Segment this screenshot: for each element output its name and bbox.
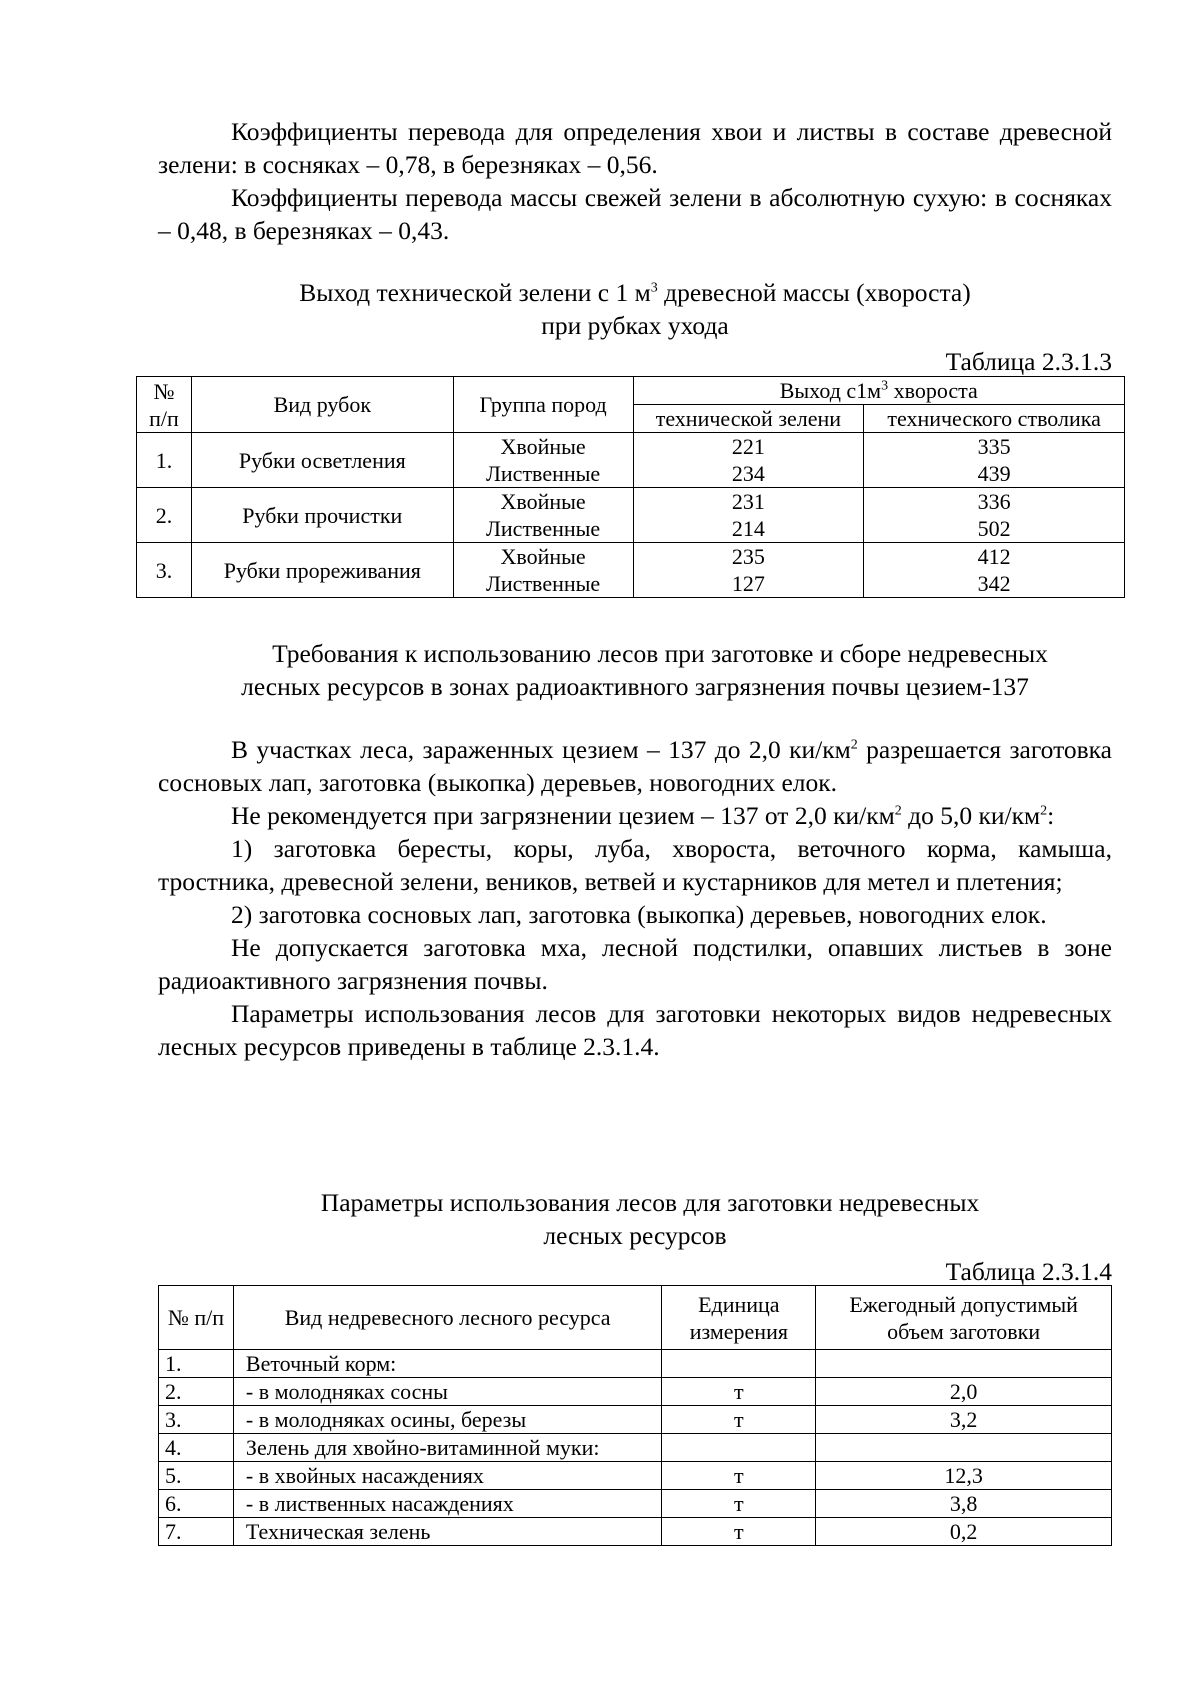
table2-row-volume: 12,3 [816, 1462, 1112, 1490]
table2-row-num: 1. [159, 1350, 234, 1378]
table1-row3-stem: 412 342 [864, 543, 1125, 598]
table2-caption-line2: лесных ресурсов [543, 1221, 727, 1250]
table2-header-volume: Ежегодный допустимый объем заготовки [816, 1286, 1112, 1350]
table1-row3-num: 3. [137, 543, 192, 598]
table-row [159, 1434, 1112, 1462]
table2-row-unit: т [662, 1462, 816, 1490]
table2-row-num: 7. [159, 1518, 234, 1546]
table2-header-unit: Единица измерения [662, 1286, 816, 1350]
table1-header-group: Группа пород [453, 377, 633, 433]
section-paragraph-2: Не рекомендуется при загрязнении цезием – 137 от 2,0 $ки/км^2$ до 5,0 $ки/км^2$: [231, 801, 1055, 830]
table1-row3-group: Хвойные Лиственные [453, 543, 633, 598]
table2-row-resource: - в лиственных насаждениях [233, 1490, 661, 1518]
section-body [158, 733, 1112, 1063]
table2-row-num: 4. [159, 1434, 234, 1462]
table2-row-num: 6. [159, 1490, 234, 1518]
table2-row-unit: т [662, 1490, 816, 1518]
table1-row3-green: 235 127 [633, 543, 864, 598]
table2-header-row [159, 1286, 1112, 1350]
section-paragraph-3: 1) заготовка бересты, коры, луба, хвороста, веточного корма, камыша, тростника, древесной зелени, веников, ветвей и кустарников для метел и плетения; [158, 834, 1112, 896]
table2-row-num: 2. [159, 1378, 234, 1406]
table-row [137, 488, 1125, 543]
section-heading [158, 637, 1112, 703]
intro-block [158, 115, 1112, 247]
table2-row-resource: - в молодняках осины, березы [233, 1406, 661, 1434]
table1-row2-stem: 336 502 [864, 488, 1125, 543]
table1-header-green: технической зелени [633, 405, 864, 433]
table2-row-unit: т [662, 1378, 816, 1406]
table1-row2-num: 2. [137, 488, 192, 543]
table-row [159, 1406, 1112, 1434]
table2-caption [158, 1186, 1112, 1287]
table1-header-type: Вид рубок [191, 377, 453, 433]
table2-row-unit: т [662, 1406, 816, 1434]
table-row [159, 1378, 1112, 1406]
table1 [136, 376, 1125, 598]
table2-row-resource: Техническая зелень [233, 1518, 661, 1546]
table2 [158, 1285, 1112, 1546]
table-row [159, 1518, 1112, 1546]
table1-caption-line2: при рубках ухода [541, 311, 729, 340]
table1-caption [158, 276, 1112, 377]
table1-header-stem: технического стволика [864, 405, 1125, 433]
section-paragraph-4: 2) заготовка сосновых лап, заготовка (выкопка) деревьев, новогодних елок. [231, 900, 1047, 929]
table2-row-volume: 0,2 [816, 1518, 1112, 1546]
table2-row-volume [816, 1434, 1112, 1462]
section-paragraph-6: Параметры использования лесов для заготовки некоторых видов недревесных лесных ресурсов приведены в таблице 2.3.1.4. [158, 999, 1112, 1061]
table-row [137, 433, 1125, 488]
table2-row-unit [662, 1350, 816, 1378]
intro-paragraph-1: Коэффициенты перевода для определения хвои и листвы в составе древесной зелени: в сосняках – 0,78, в березняках – 0,56. [158, 117, 1112, 179]
table2-row-volume [816, 1350, 1112, 1378]
section-heading-line2: лесных ресурсов в зонах радиоактивного загрязнения почвы цезием-137 [241, 672, 1029, 701]
table2-row-volume: 2,0 [816, 1378, 1112, 1406]
table2-row-num: 5. [159, 1462, 234, 1490]
table-row [159, 1462, 1112, 1490]
table2-row-volume: 3,8 [816, 1490, 1112, 1518]
section-paragraph-5: Не допускается заготовка мха, лесной подстилки, опавших листьев в зоне радиоактивного загрязнения почвы. [158, 933, 1112, 995]
table1-row2-type: Рубки прочистки [191, 488, 453, 543]
table2-row-unit [662, 1434, 816, 1462]
table1-header-yield: Выход $с1м^3$ хвороста [633, 377, 1124, 405]
table2-row-resource: - в молодняках сосны [233, 1378, 661, 1406]
table1-row2-green: 231 214 [633, 488, 864, 543]
table2-row-resource: Зелень для хвойно-витаминной муки: [233, 1434, 661, 1462]
section-paragraph-1: В участках леса, зараженных цезием – 137 до 2,0 $ки/км^2$ разрешается заготовка сосновых лап, заготовка (выкопка) деревьев, новогодних елок. [158, 735, 1112, 797]
table2-header-resource: Вид недревесного лесного ресурса [233, 1286, 661, 1350]
table1-row2-group: Хвойные Лиственные [453, 488, 633, 543]
table2-row-unit: т [662, 1518, 816, 1546]
table1-row1-green: 221 234 [633, 433, 864, 488]
table-row [137, 543, 1125, 598]
table1-row1-type: Рубки осветления [191, 433, 453, 488]
table1-row1-num: 1. [137, 433, 192, 488]
table1-header-row [137, 377, 1125, 405]
table2-row-resource: - в хвойных насаждениях [233, 1462, 661, 1490]
table2-header-num: № п/п [159, 1286, 234, 1350]
table1-row1-group: Хвойные Лиственные [453, 433, 633, 488]
table1-header-num: № п/п [137, 377, 192, 433]
table1-row1-stem: 335 439 [864, 433, 1125, 488]
table-row [159, 1490, 1112, 1518]
table1-row3-type: Рубки прореживания [191, 543, 453, 598]
intro-paragraph-2: Коэффициенты перевода массы свежей зелени в абсолютную сухую: в сосняках – 0,48, в березняках – 0,43. [158, 183, 1112, 245]
table2-row-volume: 3,2 [816, 1406, 1112, 1434]
table2-caption-line1: Параметры использования лесов для заготовки недревесных [320, 1188, 980, 1217]
table1-caption-line1: Выход технической зелени с 1 $м^3$ древесной массы (хвороста) [299, 278, 971, 307]
section-heading-line1: Требования к использованию лесов при заготовке и сборе недревесных [272, 639, 1048, 668]
table1-number: Таблица 2.3.1.3 [945, 347, 1112, 376]
table-row [159, 1350, 1112, 1378]
table2-number: Таблица 2.3.1.4 [945, 1257, 1112, 1286]
table2-row-num: 3. [159, 1406, 234, 1434]
table2-row-resource: Веточный корм: [233, 1350, 661, 1378]
